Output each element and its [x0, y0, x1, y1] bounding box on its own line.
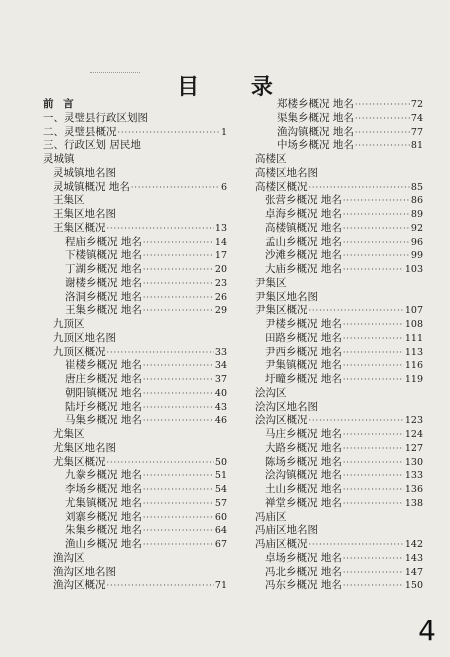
toc-entry [43, 538, 227, 552]
dot-leader [118, 126, 220, 140]
toc-entry-page: 26 [214, 291, 227, 303]
toc-entry-label: 王集区概况 [53, 221, 106, 234]
dot-leader [143, 483, 214, 497]
dot-leader [143, 387, 214, 401]
toc-entry [255, 249, 423, 263]
toc-entry-label: 渔沟镇概况 地名 [277, 125, 354, 138]
toc-entry-page: 1 [220, 126, 227, 138]
toc-entry [255, 428, 423, 442]
toc-entry [43, 249, 227, 263]
toc-entry-label: 灵城镇概况 地名 [53, 180, 130, 193]
toc-entry [43, 167, 227, 181]
toc-entry-label: 冯庙区概况 [255, 538, 308, 550]
toc-entry-label: 张营乡概况 地名 [265, 194, 342, 207]
toc-entry-page: 107 [404, 305, 423, 317]
toc-entry-page: 81 [410, 140, 423, 152]
toc-entry-page: 72 [410, 99, 423, 110]
toc-entry-page: 74 [410, 112, 423, 124]
toc-entry [43, 579, 227, 593]
toc-entry [255, 414, 423, 428]
toc-entry-page: 150 [404, 580, 423, 592]
dot-leader [309, 414, 404, 428]
toc-entry-label: 朝阳镇概况 地名 [65, 386, 142, 399]
toc-entry-page: 77 [410, 126, 423, 138]
toc-entry-label: 崔楼乡概况 地名 [65, 359, 142, 372]
toc-entry [43, 359, 227, 373]
toc-entry-label: 二、灵璧县概况 [43, 125, 117, 138]
toc-entry-page: 147 [404, 566, 423, 578]
toc-entry [255, 222, 423, 236]
toc-entry [43, 263, 227, 277]
toc-entry-label: 王集区 [53, 194, 85, 207]
toc-entry-label: 渔沟区 [53, 551, 85, 564]
dot-leader [343, 566, 404, 580]
toc-entry-page: 57 [214, 497, 227, 509]
toc-entry [255, 538, 423, 552]
toc-entry [43, 304, 227, 318]
toc-entry-label: 丁湖乡概况 地名 [65, 263, 142, 275]
toc-entry-label: 尹集区地名图 [255, 290, 318, 303]
toc-entry-page: 13 [214, 222, 227, 234]
toc-entry-label: 浍沟镇概况 地名 [265, 469, 342, 482]
toc-entry-label: 谢楼乡概况 地名 [65, 276, 142, 289]
dot-leader [143, 304, 214, 318]
toc-entry-label: 王集区地名图 [53, 208, 116, 220]
toc-entry-label: 冯北乡概况 地名 [265, 565, 342, 578]
toc-entry [43, 511, 227, 525]
dot-leader [355, 112, 410, 126]
dot-leader [343, 469, 404, 483]
dot-leader [143, 263, 214, 277]
dot-leader [343, 359, 404, 373]
toc-entry [255, 373, 423, 387]
dot-leader [343, 483, 404, 497]
dot-leader [355, 98, 410, 112]
toc-entry [43, 414, 227, 428]
toc-entry-label: 圩疃乡概况 地名 [265, 373, 342, 385]
toc-column-right [255, 98, 423, 593]
toc-entry-label: 卓场乡概况 地名 [265, 551, 342, 564]
toc-entry-page: 37 [214, 374, 227, 385]
toc-entry-page: 108 [404, 319, 423, 330]
dot-leader [143, 524, 214, 538]
toc-entry [43, 277, 227, 291]
dot-leader [343, 318, 404, 332]
toc-entry-page: 119 [404, 374, 423, 385]
dot-leader [143, 249, 214, 263]
toc-entry [43, 346, 227, 360]
toc-entry [255, 167, 423, 181]
toc-entry-label: 高楼区地名图 [255, 166, 318, 179]
toc-entry-label: 禅堂乡概况 地名 [265, 496, 342, 509]
dot-leader [343, 249, 410, 263]
toc-entry-page: 51 [214, 470, 227, 482]
toc-entry [43, 126, 227, 140]
toc-entry-label: 尤集镇概况 地名 [65, 496, 142, 509]
toc-entry-page: 46 [214, 415, 227, 427]
toc-entry-page: 40 [214, 387, 227, 399]
toc-entry [43, 456, 227, 470]
toc-entry-page: 17 [214, 250, 227, 262]
toc-entry [43, 153, 227, 167]
toc-entry-label: 三、行政区划 居民地 [43, 139, 141, 152]
toc-entry-label: 浍沟区概况 [255, 414, 308, 427]
toc-entry [255, 98, 423, 112]
toc-entry [43, 208, 227, 222]
toc-entry-label: 唐庄乡概况 地名 [65, 373, 142, 385]
toc-entry-label: 浍沟区地名图 [255, 400, 318, 413]
toc-entry-label: 李场乡概况 地名 [65, 483, 142, 495]
toc-entry-page: 67 [214, 539, 227, 550]
dot-leader [107, 346, 214, 360]
toc-entry [255, 442, 423, 456]
toc-entry-label: 渔山乡概况 地名 [65, 538, 142, 550]
toc-entry-label: 高楼区概况 [255, 180, 308, 193]
toc-entry [255, 332, 423, 346]
toc-entry-page: 89 [410, 209, 423, 220]
toc-entry-page: 86 [410, 195, 423, 207]
toc-entry-label: 尤集区 [53, 428, 85, 440]
dot-leader [143, 373, 214, 387]
toc-entry [43, 566, 227, 580]
dot-leader [143, 469, 214, 483]
dot-leader [343, 552, 404, 566]
toc-entry-page: 34 [214, 360, 227, 372]
toc-entry-label: 卓海乡概况 地名 [265, 208, 342, 220]
toc-entry-label: 高楼镇概况 地名 [265, 221, 342, 234]
toc-entry [43, 387, 227, 401]
toc-entry-label: 尹西乡概况 地名 [265, 345, 342, 358]
dot-leader [343, 332, 404, 346]
toc-entry-page: 124 [404, 429, 423, 440]
toc-entry-page: 6 [220, 181, 227, 193]
toc-entry-page: 130 [404, 456, 423, 468]
toc-entry [43, 236, 227, 250]
toc-entry-label: 灵城镇地名图 [53, 166, 116, 179]
toc-entry [43, 524, 227, 538]
dot-leader [143, 277, 214, 291]
toc-entry-label: 灵城镇 [43, 153, 75, 165]
toc-entry-page: 33 [214, 346, 227, 358]
toc-entry [43, 222, 227, 236]
toc-entry-page: 43 [214, 401, 227, 413]
toc-entry-label: 九豢乡概况 地名 [65, 469, 142, 482]
toc-entry-page: 103 [404, 264, 423, 275]
dot-leader [343, 579, 404, 593]
toc-entry [255, 153, 423, 167]
toc-entry-page: 71 [214, 580, 227, 592]
toc-entry-label: 大庙乡概况 地名 [265, 263, 342, 275]
toc-entry-page: 14 [214, 236, 227, 248]
toc-entry-label: 渔沟区地名图 [53, 565, 116, 578]
toc-entry [255, 263, 423, 277]
dot-leader [343, 236, 410, 250]
toc-entry-label: 洛洞乡概况 地名 [65, 290, 142, 303]
toc-entry-page: 85 [410, 181, 423, 193]
toc-entry [43, 332, 227, 346]
dot-leader [143, 538, 214, 552]
toc-entry [255, 304, 423, 318]
toc-entry [255, 511, 423, 525]
toc-entry [255, 126, 423, 140]
toc-entry [255, 236, 423, 250]
toc-entry-page: 113 [404, 346, 423, 358]
toc-entry-label: 冯东乡概况 地名 [265, 579, 342, 592]
toc-entry [255, 291, 423, 305]
dot-leader [143, 401, 214, 415]
toc-entry-page: 99 [410, 250, 423, 262]
toc-entry [43, 373, 227, 387]
dot-leader [309, 181, 410, 195]
toc-entry-page: 92 [410, 222, 423, 234]
dot-leader [355, 126, 410, 140]
toc-entry-page: 138 [404, 497, 423, 509]
toc-entry-label: 王集乡概况 地名 [65, 304, 142, 317]
dot-leader [343, 497, 404, 511]
toc-entry-label: 孟山乡概况 地名 [265, 235, 342, 248]
dot-leader [343, 222, 410, 236]
toc-entry-label: 一、灵璧县行政区划图 [43, 111, 148, 124]
toc-entry [255, 579, 423, 593]
toc-entry-label: 九顶区概况 [53, 345, 106, 358]
toc-entry-label: 陆圩乡概况 地名 [65, 400, 142, 413]
toc-entry-label: 尤集区地名图 [53, 441, 116, 454]
toc-entry-label: 中场乡概况 地名 [277, 139, 354, 152]
toc-entry-label: 尤集区概况 [53, 455, 106, 468]
toc-entry [255, 469, 423, 483]
toc-entry-label: 马庄乡概况 地名 [265, 428, 342, 440]
toc-entry [43, 112, 227, 126]
dot-leader [107, 222, 214, 236]
toc-entry-page: 123 [404, 415, 423, 427]
page-title: 目 录 [177, 75, 295, 100]
toc-entry-label: 九顶区 [53, 318, 85, 330]
toc-entry [255, 483, 423, 497]
toc-entry [43, 98, 227, 112]
toc-entry [255, 181, 423, 195]
toc-entry-label: 浍沟区 [255, 386, 287, 399]
dot-leader [131, 181, 220, 195]
dot-leader [343, 373, 404, 387]
dot-leader [143, 236, 214, 250]
toc-entry [43, 428, 227, 442]
toc-entry [255, 456, 423, 470]
toc-entry-label: 陈场乡概况 地名 [265, 455, 342, 468]
dot-leader [309, 304, 404, 318]
toc-entry [255, 346, 423, 360]
dot-leader [143, 414, 214, 428]
toc-entry-label: 大路乡概况 地名 [265, 441, 342, 454]
toc-entry-page: 54 [214, 484, 227, 495]
dot-leader [143, 497, 214, 511]
toc-entry-page: 23 [214, 277, 227, 289]
toc-entry-page: 142 [404, 539, 423, 550]
toc-entry [43, 552, 227, 566]
toc-entry [43, 497, 227, 511]
toc-entry-page: 127 [404, 442, 423, 454]
toc-entry [255, 552, 423, 566]
toc-entry [255, 387, 423, 401]
dot-leader [343, 456, 404, 470]
toc-entry-label: 渠集乡概况 地名 [277, 111, 354, 124]
toc-entry-label: 刘寨乡概况 地名 [65, 510, 142, 523]
toc-entry-page: 143 [404, 552, 423, 564]
toc-entry [43, 139, 227, 153]
dot-leader [343, 263, 404, 277]
toc-entry-label: 尹集区 [255, 276, 287, 289]
toc-entry-label: 朱集乡概况 地名 [65, 524, 142, 537]
toc-entry-label: 高楼区 [255, 153, 287, 165]
toc-entry [43, 318, 227, 332]
dot-leader [355, 139, 410, 153]
dot-leader [343, 208, 410, 222]
toc-entry [255, 359, 423, 373]
dot-leader [143, 359, 214, 373]
toc-entry-page: 64 [214, 525, 227, 537]
toc-entry-label: 程庙乡概况 地名 [65, 235, 142, 248]
toc-entry-page: 96 [410, 236, 423, 248]
toc-column-left [43, 98, 227, 593]
toc-entry-page: 29 [214, 305, 227, 317]
toc-entry [43, 483, 227, 497]
dot-leader [343, 194, 410, 208]
dot-leader [343, 428, 404, 442]
toc-entry [43, 291, 227, 305]
toc-entry-label: 马集乡概况 地名 [65, 414, 142, 427]
dot-leader [143, 511, 214, 525]
toc-entry [255, 497, 423, 511]
toc-entry-label: 冯庙区地名图 [255, 524, 318, 537]
toc-entry-page: 136 [404, 484, 423, 495]
toc-entry-page: 111 [404, 332, 423, 344]
toc-entry-page: 50 [214, 456, 227, 468]
dot-leader [107, 456, 214, 470]
toc-entry [43, 181, 227, 195]
toc-entry [43, 469, 227, 483]
toc-entry [255, 277, 423, 291]
toc-entry-label: 前 言 [43, 98, 77, 110]
toc-entry [255, 401, 423, 415]
toc-entry-label: 郑楼乡概况 地名 [277, 98, 354, 110]
toc-entry-label: 下楼镇概况 地名 [65, 249, 142, 262]
toc-entry [255, 318, 423, 332]
dot-leader [143, 291, 214, 305]
toc-entry-label: 田路乡概况 地名 [265, 331, 342, 344]
dot-leader [107, 579, 214, 593]
toc-entry-page: 20 [214, 264, 227, 275]
toc-entry [43, 401, 227, 415]
dot-leader [343, 346, 404, 360]
dot-leader [343, 442, 404, 456]
toc-entry-label: 沙滩乡概况 地名 [265, 249, 342, 262]
toc-entry-label: 尹集区概况 [255, 304, 308, 317]
toc-entry-label: 尹楼乡概况 地名 [265, 318, 342, 330]
toc-entry-page: 133 [404, 470, 423, 482]
toc-entry-label: 尹集镇概况 地名 [265, 359, 342, 372]
toc-entry-page: 116 [404, 360, 423, 372]
toc-entry [255, 524, 423, 538]
toc-entry [255, 139, 423, 153]
toc-entry-page: 60 [214, 511, 227, 523]
toc-entry [255, 112, 423, 126]
toc-entry [255, 566, 423, 580]
toc-entry-label: 渔沟区概况 [53, 579, 106, 592]
toc-entry-label: 土山乡概况 地名 [265, 483, 342, 495]
toc-entry [43, 194, 227, 208]
toc-entry-label: 冯庙区 [255, 510, 287, 523]
toc-entry [43, 442, 227, 456]
dot-leader [309, 538, 404, 552]
toc-entry [255, 208, 423, 222]
handwritten-page-number: 4 [418, 614, 436, 647]
toc-entry [255, 194, 423, 208]
toc-entry-label: 九顶区地名图 [53, 331, 116, 344]
